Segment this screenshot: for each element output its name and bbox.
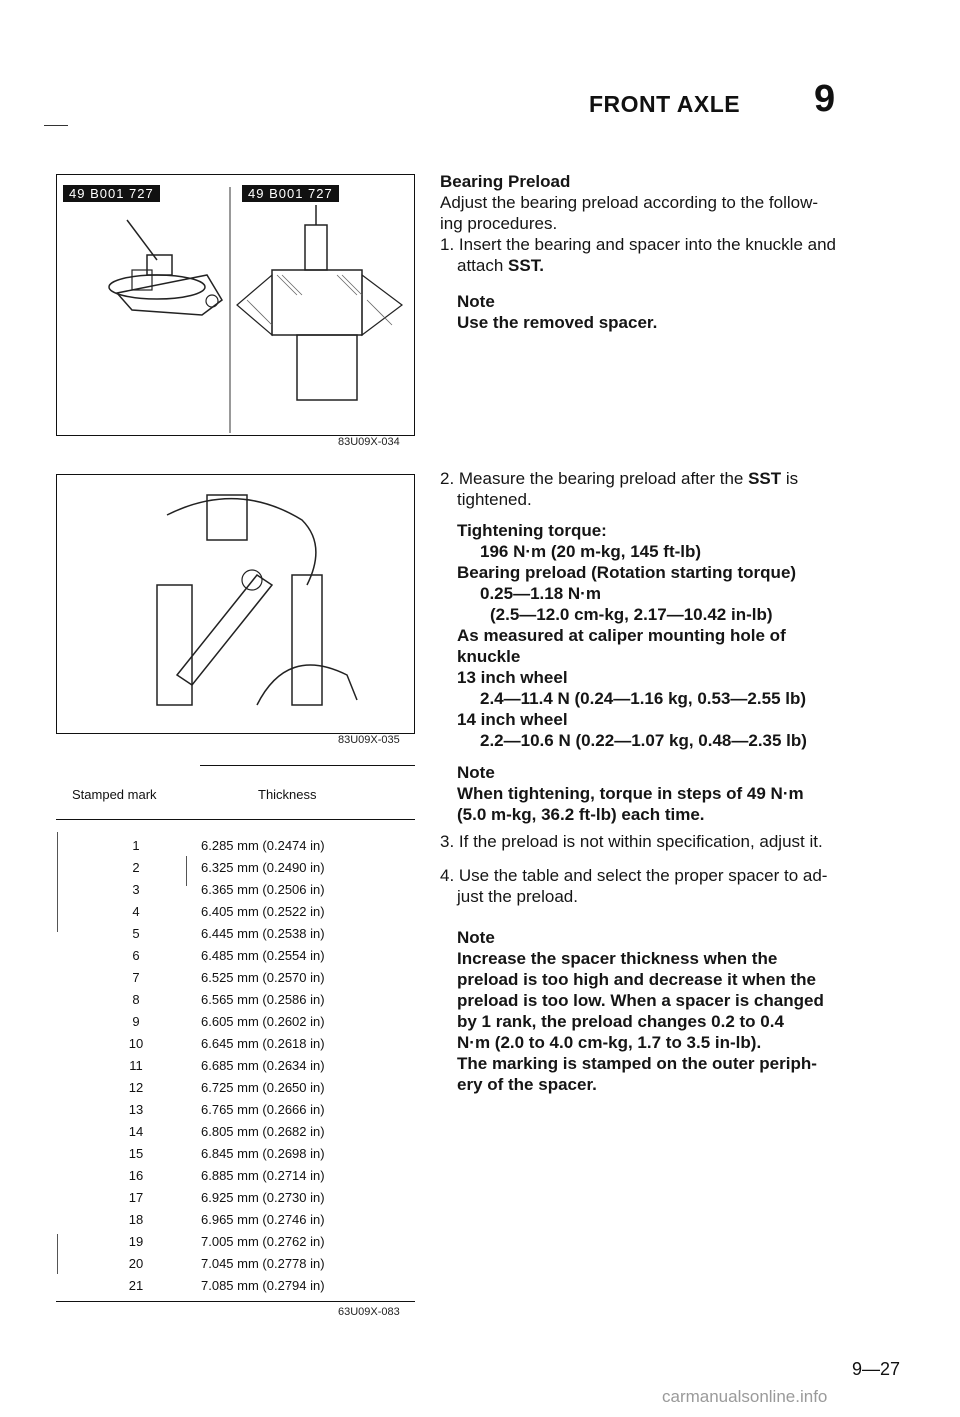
- note-3-line-6: The marking is stamped on the outer periph-: [457, 1054, 817, 1073]
- table-header-rule: [56, 819, 415, 820]
- section-title: Bearing Preload: [440, 172, 571, 191]
- table-row: [56, 1168, 415, 1190]
- table-row: [56, 1146, 415, 1168]
- stamped-mark: 6: [132, 948, 140, 963]
- step-3: 3. If the preload is not within specification, adjust it.: [440, 832, 823, 851]
- thickness-value: 6.645 mm (0.2618 in): [201, 1036, 325, 1051]
- thickness-value: 6.885 mm (0.2714 in): [201, 1168, 325, 1183]
- page-number: 9—27: [852, 1359, 901, 1379]
- step-2-text: 2. Measure the bearing preload after the: [440, 469, 749, 488]
- note-1-title: Note: [457, 292, 495, 311]
- table-row: [56, 1014, 415, 1036]
- page-header-title: FRONT AXLE: [589, 91, 741, 117]
- thickness-value: 6.325 mm (0.2490 in): [201, 860, 325, 875]
- thickness-value: 6.805 mm (0.2682 in): [201, 1124, 325, 1139]
- stamped-mark: 16: [128, 1168, 144, 1183]
- table-row: [56, 1256, 415, 1278]
- stamped-mark: 5: [132, 926, 140, 941]
- step-1-attach-text: attach: [457, 256, 509, 275]
- sst-tag-left: 49 B001 727: [63, 185, 160, 202]
- intro-line-1: Adjust the bearing preload according to the follow-: [440, 193, 819, 212]
- figure-2-code: 83U09X-035: [338, 734, 400, 746]
- site-watermark: carmanualsonline.info: [662, 1387, 828, 1406]
- sst-illustration: [57, 175, 414, 435]
- table-row: [56, 1234, 415, 1256]
- note-3-title: Note: [457, 928, 495, 947]
- sst-tag-right: 49 B001 727: [242, 185, 339, 202]
- step-2-line-2: tightened.: [457, 490, 532, 509]
- table-row: [56, 838, 415, 860]
- table-row: [56, 1212, 415, 1234]
- table-row: [56, 1036, 415, 1058]
- table-row: [56, 970, 415, 992]
- stamped-mark: 2: [132, 860, 140, 875]
- thickness-value: 6.765 mm (0.2666 in): [201, 1102, 325, 1117]
- thickness-value: 6.725 mm (0.2650 in): [201, 1080, 325, 1095]
- table-header-mark: Stamped mark: [72, 787, 157, 802]
- intro-line-2: ing procedures.: [440, 214, 558, 233]
- thickness-value: 7.045 mm (0.2778 in): [201, 1256, 325, 1271]
- note-3-line-7: ery of the spacer.: [457, 1075, 597, 1094]
- spec-measured-line-1: As measured at caliper mounting hole of: [457, 626, 786, 645]
- figure-1-code: 83U09X-034: [338, 436, 400, 448]
- thickness-value: 6.445 mm (0.2538 in): [201, 926, 325, 941]
- wheel-13-value: 2.4—11.4 N (0.24—1.16 kg, 0.53—2.55 lb): [480, 689, 807, 708]
- stamped-mark: 10: [128, 1036, 144, 1051]
- note-3-line-3: preload is too low. When a spacer is changed: [457, 991, 824, 1010]
- stamped-mark: 15: [128, 1146, 144, 1161]
- stamped-mark: 20: [128, 1256, 144, 1271]
- table-row: [56, 1124, 415, 1146]
- thickness-value: 6.285 mm (0.2474 in): [201, 838, 325, 853]
- figure-preload-measurement: [56, 474, 415, 734]
- table-row: [56, 882, 415, 904]
- step-2-line-1: [440, 468, 798, 489]
- spec-preload-title: Bearing preload (Rotation starting torque): [457, 563, 797, 582]
- note-3-line-5: N·m (2.0 to 4.0 cm-kg, 1.7 to 3.5 in-lb).: [457, 1033, 762, 1052]
- stamped-mark: 3: [132, 882, 140, 897]
- step-2-sst: SST: [748, 469, 782, 488]
- thickness-value: 7.085 mm (0.2794 in): [201, 1278, 325, 1293]
- table-header-thickness: Thickness: [258, 787, 317, 802]
- thickness-value: 6.565 mm (0.2586 in): [201, 992, 325, 1007]
- step-1-line-1: 1. Insert the bearing and spacer into the knuckle and: [440, 235, 836, 254]
- thickness-value: 6.485 mm (0.2554 in): [201, 948, 325, 963]
- note-2-line-1: When tightening, torque in steps of 49 N·m: [457, 784, 804, 803]
- preload-illustration: [57, 475, 414, 733]
- stamped-mark: 14: [128, 1124, 144, 1139]
- stamped-mark: 11: [129, 1058, 143, 1073]
- thickness-value: 7.005 mm (0.2762 in): [201, 1234, 325, 1249]
- table-row: [56, 926, 415, 948]
- stamped-mark: 8: [132, 992, 140, 1007]
- table-figure-code: 63U09X-083: [338, 1306, 400, 1318]
- chapter-number: 9: [814, 78, 836, 120]
- thickness-value: 6.925 mm (0.2730 in): [201, 1190, 325, 1205]
- stamped-mark: 17: [128, 1190, 144, 1205]
- stamped-mark: 1: [132, 838, 140, 853]
- table-row: [56, 1058, 415, 1080]
- spec-tightening-title: Tightening torque:: [457, 521, 607, 540]
- table-row: [56, 1102, 415, 1124]
- wheel-14-title: 14 inch wheel: [457, 710, 568, 729]
- thickness-value: 6.365 mm (0.2506 in): [201, 882, 325, 897]
- note-2-title: Note: [457, 763, 495, 782]
- step-1-sst: SST.: [508, 256, 544, 275]
- stamped-mark: 19: [128, 1234, 144, 1249]
- spec-tightening-value: 196 N·m (20 m-kg, 145 ft-lb): [480, 542, 702, 561]
- table-row: [56, 992, 415, 1014]
- thickness-value: 6.405 mm (0.2522 in): [201, 904, 325, 919]
- spec-preload-nm: 0.25—1.18 N·m: [480, 584, 601, 603]
- table-row: [56, 904, 415, 926]
- note-3-line-2: preload is too high and decrease it when the: [457, 970, 816, 989]
- step-4-line-2: just the preload.: [457, 887, 578, 906]
- spec-measured-line-2: knuckle: [457, 647, 521, 666]
- note-2-line-2: (5.0 m-kg, 36.2 ft-lb) each time.: [457, 805, 705, 824]
- table-row: [56, 1190, 415, 1212]
- table-row: [56, 860, 415, 882]
- figure-sst-installation: [56, 174, 415, 436]
- table-row: [56, 1278, 415, 1300]
- thickness-value: 6.965 mm (0.2746 in): [201, 1212, 325, 1227]
- wheel-13-title: 13 inch wheel: [457, 668, 568, 687]
- stamped-mark: 9: [132, 1014, 140, 1029]
- stamped-mark: 21: [128, 1278, 144, 1293]
- stamped-mark: 13: [128, 1102, 144, 1117]
- table-bottom-rule: [56, 1301, 415, 1302]
- stamped-mark: 7: [132, 970, 140, 985]
- table-row: [56, 1080, 415, 1102]
- step-2-is: is: [781, 469, 799, 488]
- spec-preload-alt: (2.5—12.0 cm-kg, 2.17—10.42 in-lb): [490, 605, 773, 624]
- stamped-mark: 18: [128, 1212, 144, 1227]
- thickness-value: 6.605 mm (0.2602 in): [201, 1014, 325, 1029]
- thickness-value: 6.845 mm (0.2698 in): [201, 1146, 325, 1161]
- thickness-value: 6.525 mm (0.2570 in): [201, 970, 325, 985]
- note-3-line-4: by 1 rank, the preload changes 0.2 to 0.4: [457, 1012, 784, 1031]
- step-1-line-2: [457, 255, 544, 276]
- stamped-mark: 12: [128, 1080, 144, 1095]
- step-4-line-1: 4. Use the table and select the proper spacer to ad-: [440, 866, 828, 885]
- table-top-rule: [200, 765, 415, 766]
- wheel-14-value: 2.2—10.6 N (0.22—1.07 kg, 0.48—2.35 lb): [480, 731, 807, 750]
- stamped-mark: 4: [132, 904, 140, 919]
- note-1-text: Use the removed spacer.: [457, 313, 658, 332]
- note-3-line-1: Increase the spacer thickness when the: [457, 949, 778, 968]
- thickness-value: 6.685 mm (0.2634 in): [201, 1058, 325, 1073]
- table-row: [56, 948, 415, 970]
- header-dash: [44, 125, 68, 126]
